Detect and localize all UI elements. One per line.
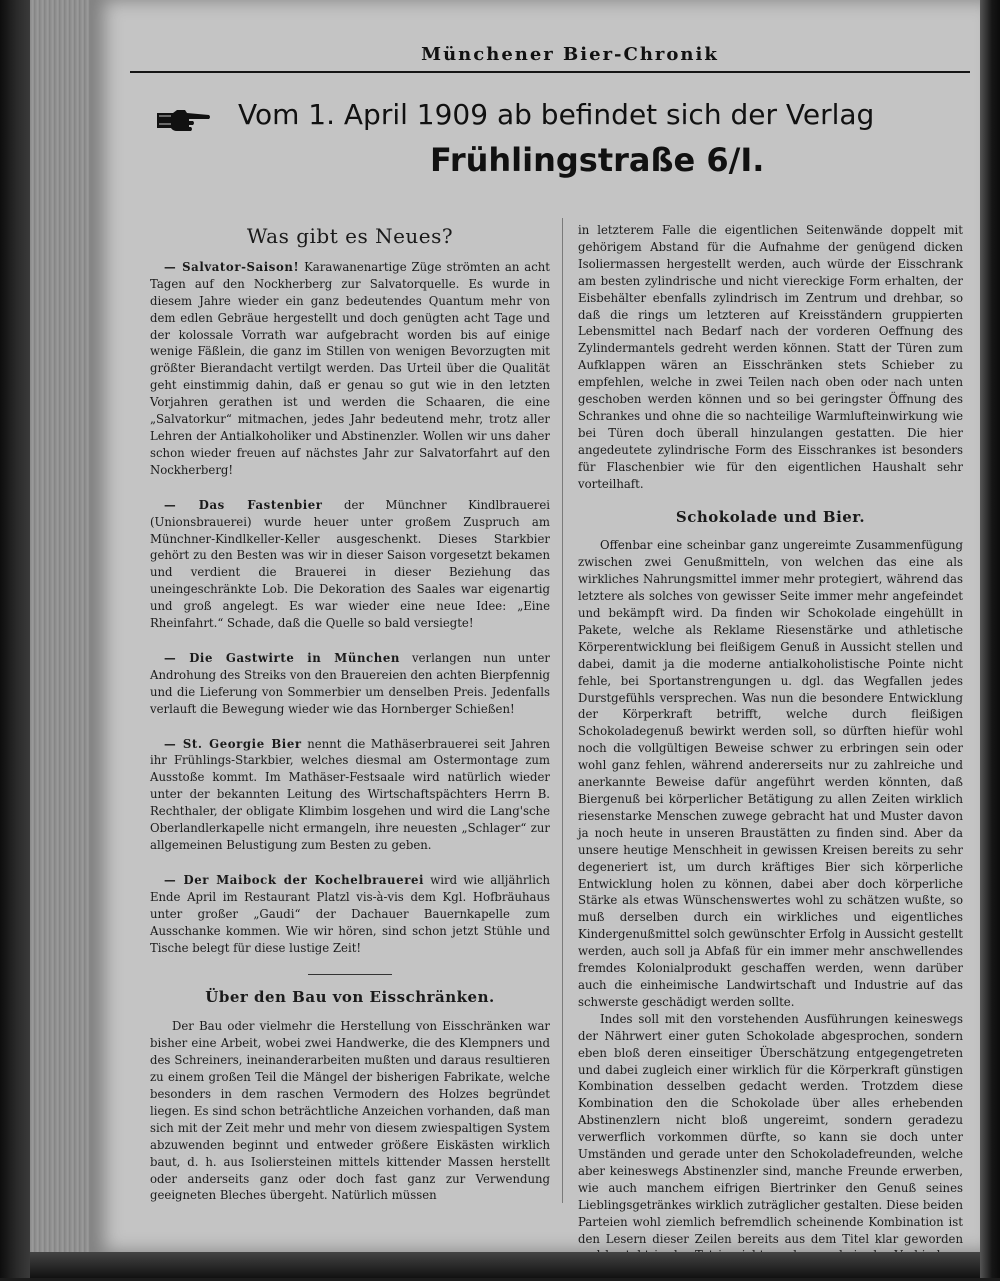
article-paragraph: Indes soll mit den vorstehenden Ausführungen keineswegs der Nährwert einer guten Schokolade abgesprochen, sondern eben bloß deren einseitiger Überschätzung entgegengetreten und dabei zugleich einer wirklich für die Körperkraft günstigen Kombination desselben gedacht werden. Trotzdem diese Kombination den die Schokolade über alles erhebenden Abstinenzlern nicht bloß ungereimt, sondern geradezu verwerflich vorkommen dürfte, so kann sie doch unter Umständen und gerade unter den Schokoladefreunden, welche aber keineswegs Abstinenzler sind, manche Freunde erwerben, wie auch manchem eifrigen Biertrinker den Genuß seines Lieblingsgetränkes wirklich zuträglicher gestalten. Diese beiden Parteien wohl ziemlich befremdlich scheinende Kombination ist den Lesern dieser Zeilen bereits aus dem Titel klar geworden bbox=[578, 1011, 963, 1246]
pointing-hand-icon bbox=[155, 107, 211, 133]
header-rule bbox=[130, 71, 970, 73]
newspaper-page bbox=[90, 0, 980, 1252]
news-item-text: verlangen nun unter Androhung des Streiks von den Brauereien den achten Bierpfennig und die Lieferung von Sommerbier um denselben Preis. Jedenfalls verlauft die Bewegung wieder wie das Hornberger Schießen! bbox=[150, 650, 550, 716]
news-item bbox=[150, 497, 550, 632]
article-paragraph: Der Bau oder vielmehr die Herstellung von Eisschränken war bisher eine Arbeit, wobei zwei Handwerke, die des Klempners und des Schreiners, ineinanderarbeiten mußten und daraus resultieren zu einem großen Teil die Mängel der bisherigen Fabrikate, welche besonders in dem raschen Vermodern des Holzes begründet liegen. Es sind schon beträchtliche Anzeichen vorhanden, daß man sich mit der Zeit mehr und mehr von diesem zwiespaltigen System abzuwenden beginnt und entweder größere Eiskästen wirklich baut, d. h. aus Isoliersteinen mittels kittender Massen herstellt oder anderseits ganz oder doch fast ganz zur Verwendung geeigneten Bleches übergeht. Natürlich müssen bbox=[150, 1019, 550, 1203]
news-item bbox=[150, 259, 550, 479]
page-right-edge-shadow bbox=[980, 0, 1000, 1278]
article-title-schokolade: Schokolade und Bier. bbox=[675, 507, 866, 526]
article-paragraph: Offenbar eine scheinbar ganz ungereimte Zusammenfügung zwischen zwei Genußmitteln, von welchen das eine als wirkliches Nahrungsmittel immer mehr protegiert, während das letztere als solches von gewisser Seite immer mehr angefeindet und bekämpft wird. Da finden wir Schokolade eingehüllt in Pakete, welche als Reklame Riesenstärke und athletische Körperentwicklung bei fleißigem Genuß in Aussicht stellen und dabei, damit ja die moderne antialkoholistische Pointe nicht fehle, bei Sportanstrengungen u. dgl. das Wegfallen jedes Durstgefühls versprechen. Was nun die besondere Entwicklung der Körperkraft betrifft, welche durch fleißigen Schokoladegenuß bewirkt werden soll, so dürften hiefür wohl noch die vollgültigen Beweise schwer zu erbringen sein oder wohl ganz fehlen, während andererseits nur zu zahlreiche und anerkannte Beweise dafür angeführt werden könnten, daß Biergenuß bei körperlicher Betätigung zu allen Zeiten wirklich riesenstarke Menschen zuwege gebracht hat und Muster davon ja noch heute in unseren Braustätten zu finden sind. Aber da unsere heutige Menschheit in gewissen Kreisen bereits zu sehr degeneriert ist, um durch kräftiges Bier sich körperliche Entwicklung holen zu können, dabei aber doch körperliche Stärke als etwas Wünschenswertes wohl zu schätzen wußte, so muß derselben durch ein wirkliches und eigentliches Kindergenußmittel solch gewünschter Erfolg in Aussicht gestellt werden, auch soll ja Abfaß für ein immer mehr anschwellendes fremdes Kolonialprodukt geschaffen werden, wenn darüber auch die einheimische Landwirtschaft und Industrie auf das schwerste geschädigt werden sollte. bbox=[578, 538, 963, 1009]
news-item-text: wird wie alljährlich Ende April im Restaurant Platzl vis-à-vis dem Kgl. Hofbräuhaus unter großer „Gaudi“ der Dachauer Bauernkapelle zum Ausschanke kommen. Wie wir hören, sind schon jetzt Stühle und Tische belegt für diese lustige Zeit! bbox=[150, 872, 550, 955]
news-item-lead: — Der Maibock der Kochelbrauerei bbox=[164, 872, 425, 887]
section-title-news: Was gibt es Neues? bbox=[246, 224, 454, 248]
news-item-lead: — Die Gastwirte in München bbox=[164, 650, 400, 665]
article-continuation: in letzterem Falle die eigentlichen Seitenwände doppelt mit gehörigem Abstand für die Aufnahme der genügend dicken Isoliermassen hergestellt werden, auch würde der Eisschrank am besten zylindrische und nicht viereckige Form erhalten, der Eisbehälter ebenfalls zylindrisch im Zentrum und drehbar, so daß die rings um letzteren auf Kreisständern gruppierten Lebensmittel nach Bedarf nach der vorderen Oeffnung des Zylindermantels gedreht werden können. Statt der Türen zum Aufklappen wären an Eisschränken stets Schieber zu empfehlen, welche in zwei Teilen nach oben oder nach unten geschoben werden können und so bei geringster Öffnung des Schrankes und ohne die so nachteilige Warmlufteinwirkung wie bei Türen doch überall hinzulangen gestatten. Die hier angedeutete zylindrische Form des Eisschrankes ist besonders für Flaschenbier wie für den eigentlichen Haushalt sehr vorteilhaft. bbox=[578, 223, 963, 491]
section-separator bbox=[308, 974, 392, 975]
announcement-address: Frühlingstraße 6/I. bbox=[430, 141, 765, 179]
page-bottom-edge bbox=[30, 1252, 980, 1278]
news-item-lead: — Salvator-Saison! bbox=[164, 259, 300, 274]
left-column bbox=[150, 218, 550, 1204]
running-head: Münchener Bier-Chronik bbox=[421, 44, 719, 65]
right-column bbox=[578, 222, 963, 1281]
news-item-lead: — Das Fastenbier bbox=[164, 497, 323, 512]
announcement-line-1: Vom 1. April 1909 ab befindet sich der Verlag bbox=[238, 98, 875, 131]
news-item bbox=[150, 650, 550, 718]
news-item-lead: — St. Georgie Bier bbox=[164, 736, 302, 751]
column-divider bbox=[562, 218, 563, 1203]
news-item bbox=[150, 736, 550, 854]
news-item-text: nennt die Mathäserbrauerei seit Jahren ihr Frühlings-Starkbier, welches diesmal am Ostermontage zum Ausstoße kommt. Im Mathäser-Festsaale wird natürlich wieder unter der bekannten Leitung des Wirtschaftspächters Herrn B. Rechthaler, der obligate Klimbim losgehen und wird die Lang'sche Oberlandlerkapelle nicht ermangeln, ihre neuesten „Schlager“ zur allgemeinen Belustigung zum Besten zu geben. bbox=[150, 736, 551, 852]
book-spine bbox=[0, 0, 30, 1278]
article-title-eisschraenke: Über den Bau von Eisschränken. bbox=[205, 988, 495, 1007]
news-item-text: Karawanenartige Züge strömten an acht Tagen auf den Nockherberg zur Salvatorquelle. Es wurde in diesem Jahre wieder ein ganz bedeutendes Quantum mehr von dem edlen Gebräue hergestellt und doch genügten acht Tage und der kolossale Vorrath war aufgebracht worden bis auf einige wenige Fäßlein, die ganz im Stillen von wenigen Bevorzugten mit größter Bierandacht vertilgt werden. Das Urteil über die Qualität geht einstimmig dahin, daß er genau so gut wie in den letzten Vorjahren gerathen ist und werden die Schaaren, die eine „Salvatorkur“ mitmachen, jedes Jahr bedeutend mehr, trotz aller Lehren der Antialkoholiker und Abstinenzler. Wollen wir uns daher schon wieder freuen auf nächstes Jahr zur Salvatorfahrt auf den Nockherberg! bbox=[150, 259, 550, 477]
news-item bbox=[150, 872, 550, 957]
news-item-text: der Münchner Kindlbrauerei (Unionsbrauerei) wurde heuer unter großem Zuspruch am Münchner-Kindlkeller-Keller ausgeschenkt. Dieses Starkbier gehört zu den Besten was wir in dieser Saison vorgesetzt bekamen und verdient die Brauerei in dieser Beziehung das uneingeschränkte Lob. Die Dekoration des Saales war eigenartig und groß angelegt. Es war wieder eine neue Idee: „Eine Rheinfahrt.“ Schade, daß die Quelle so bald versiegte! bbox=[150, 497, 551, 631]
